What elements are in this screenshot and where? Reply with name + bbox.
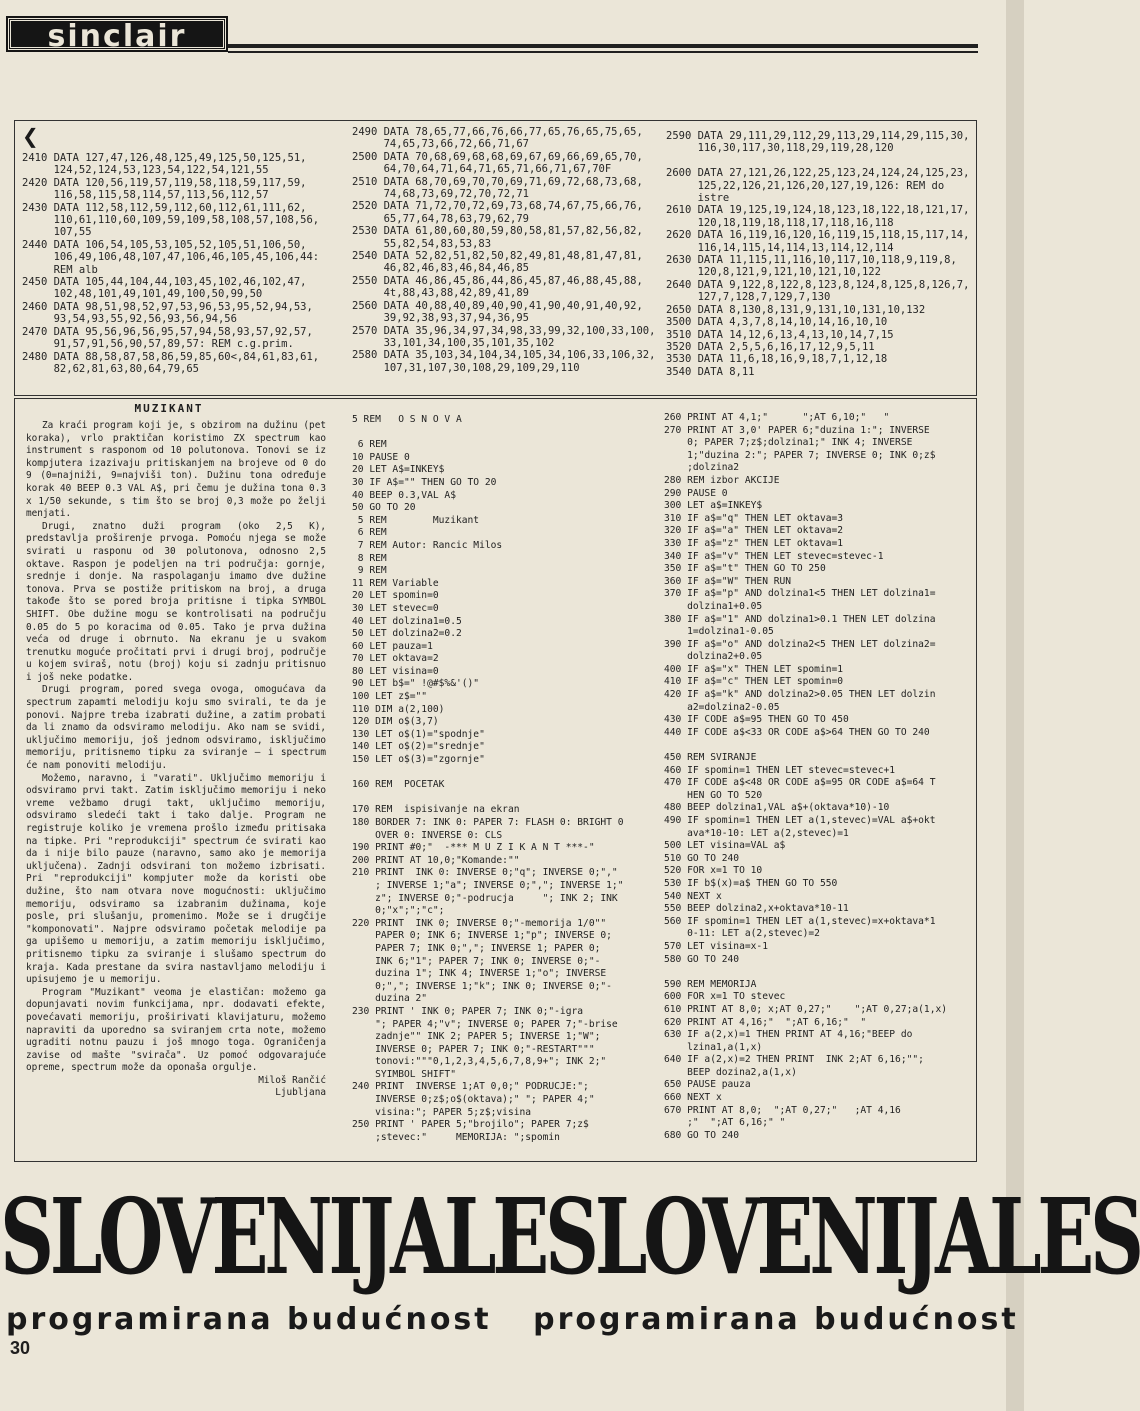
article-paragraph: Drugi program, pored svega ovoga, omogućava da spectrum zapamti melodiju koju smo svirali, te da je ponovi. Najpre treba izabrati dužine, a zatim probati da li znamo da odsviramo melodiju. Ako nam se svidi, uključimo memoriju, još jednom odsviramo, isključimo memoriju, pritisnemo tipku za sviranje – i spectrum će nam ponoviti melodiju. xyxy=(26,684,326,772)
author-name: Miloš Rančić xyxy=(258,1074,326,1086)
program-listing-col-1: 5 REM O S N O V A 6 REM 10 PAUSE 0 20 LET A$=INKEY$ 30 IF A$="" THEN GO TO 20 40 BEEP 0.3,VAL A$ 50 GO TO 20 5 REM Muzikant 6 REM 7 REM Autor: Rancic Milos 8 REM 9 REM 11 REM Variable 20 LET spomin=0 30 LET stevec=0 40 LET dolzina1=0.5 50 LET dolzina2=0.2 60 LET pauza=1 70 LET oktava=2 80 LET visina=0 90 LET b$=" !@#$%&'()" 100 LET z$="" 110 DIM a(2,100) 120 DIM o$(3,7) 130 LET o$(1)="spodnje" 140 LET o$(2)="srednje" 150 LET o$(3)="zgornje" 160 REM POCETAK 170 REM ispisivanje na ekran 180 BORDER 7: INK 0: PAPER 7: FLASH 0: BRIGHT 0 OVER 0: INVERSE 0: CLS 190 PRINT #0;" -*** M U Z I K A N T ***-" 200 PRINT AT 10,0;"Komande:"" 210 PRINT INK 0: INVERSE 0;"q"; INVERSE 0;"," ; INVERSE 1;"a"; INVERSE 0;","; INVERSE 1;" z"; INVERSE 0;"-podrucja "; INK 2; INK 0;"x";";"c"; 220 PRINT INK 0; INVERSE 0;"-memorija 1/0"" PAPER 0; INK 6; INVERSE 1;"p"; INVERSE 0; PAPER 7; INK 0;","; INVERSE 1; PAPER 0; INK 6;"1"; PAPER 7; INK 0; INVERSE 0;"- duzina 1"; INK 4; INVERSE 1;"o"; INVERSE 0;","; INVERSE 1;"k"; INK 0; INVERSE 0;"- duzina 2" 230 PRINT ' INK 0; PAPER 7; INK 0;"-igra "; PAPER 4;"v"; INVERSE 0; PAPER 7;"-brise zadnje"" INK 2; PAPER 5; INVERSE 1;"W"; INVERSE 0; PAPER 7; INK 0;"-RESTART""" tonovi:"""0,1,2,3,4,5,6,7,8,9+"; INK 2;" SYIMBOL SHIFT" 240 PRINT INVERSE 1;AT 0,0;" PODRUCJE:"; INVERSE 0;z$;o$(oktava);" "; PAPER 4;" visina:"; PAPER 5;z$;visina 250 PRINT ' PAPER 5;"brojilo"; PAPER 7;z$ ;stevec:" MEMORIJA: ";spomin xyxy=(352,414,624,1143)
header-rule-thin xyxy=(228,51,978,53)
article-paragraph: Program "Muzikant" veoma je elastičan: možemo ga dopunjavati novim funkcijama, npr. dodavati efekte, povećavati memoriju, proširivati klavijaturu, možemo napraviti da uporedno sa sviranjem crta note, možemo ugraditi notnu pauzu i još mnogo toga. Ograničenja zavise od mašte "svirača". Uz pomoć odgovarajuće opreme, spectrum može da oponaša orgulje. xyxy=(26,986,326,1074)
article-paragraph: Možemo, naravno, i "varati". Uključimo memoriju i odsviramo prvi takt. Zatim isključimo memoriju i neko vreme vežbamo drugi takt, uključimo memoriju, odsviramo sledeći takt i tako dalje. Program ne registruje koliko je vremena prošlo između pritisaka na tipke. Pri "reprodukciji" spectrum će svirati kao da i nije bilo pauze (naravno, samo ako je memorija uključena). Zadnji odsvirani ton možemo izbrisati. Pri "reprodukciji" kompjuter može da koristi obe dužine, što nam otvara nove mogućnosti: uključimo memoriju, odsviramo sa izabranim dužinama, koje posle, pri slušanju, promenimo. Može se i drugčije "komponovati". Najpre odsviramo početak melodije pa ga upišemo u memoriju, a zatim memoriju isključimo, pritisnemo tipku za sviranje i slušamo spectrum do kraja. Kada prestane da svira nastavljamo melodiju i upisujemo je u memoriju. xyxy=(26,772,326,986)
page-number: 30 xyxy=(10,1338,31,1358)
sinclair-logo: sinclair xyxy=(8,18,226,50)
data-listing-col-3: 2590 DATA 29,111,29,112,29,113,29,114,29,115,30, 116,30,117,30,118,29,119,28,120 2600 DATA 27,121,26,122,25,123,24,124,24,125,23, 125,22,126,21,126,20,127,19,126: REM do istre 2610 DATA 19,125,19,124,18,123,18,122,18,121,17, 120,18,119,18,118,17,118,16,118 2620 DATA 16,119,16,120,16,119,15,118,15,117,14, 116,14,115,14,114,13,114,12,114 2630 DATA 11,115,11,116,10,117,10,118,9,119,8, 120,8,121,9,121,10,121,10,122 2640 DATA 9,122,8,122,8,123,8,124,8,125,8,126,7, 127,7,128,7,129,7,130 2650 DATA 8,130,8,131,9,131,10,131,10,132 3500 DATA 4,3,7,8,14,10,14,16,10,10 3510 DATA 14,12,6,13,4,13,10,14,7,15 3520 DATA 2,5,5,6,16,17,12,9,5,11 3530 DATA 11,6,18,16,9,18,7,1,12,18 3540 DATA 8,11 xyxy=(666,130,970,378)
tagline-right: programirana budućnost xyxy=(533,1302,1019,1337)
article-body xyxy=(26,420,326,1100)
banner xyxy=(0,1175,1140,1298)
article-paragraph: Drugi, znatno duži program (oko 2,5 K), predstavlja proširenje prvoga. Pomoću njega se može svirati u rasponu od 30 polutonova, odnosno 2,5 oktave. Raspon je podeljen na tri područja: gornje, srednje i donje. Na raspolaganju imamo dve dužine tonova. Prva se postiže pritiskom na broj, a druga takođe što se pored broja pritisne i tipka SYMBOL SHIFT. Obe dužine mogu se kontrolisati na području 0.05 do 5 po koracima od 0.05. Tako je prva dužina veća od druge i obrnuto. Na ekranu je u svakom trenutku moguće pročitati prvi i drugi broj, područje u kojem sviraš, notu (broj) koju si zadnju pritisnuo i još neke podatke. xyxy=(26,520,326,683)
tagline-left: programirana budućnost xyxy=(6,1302,492,1337)
header-rule xyxy=(228,44,978,48)
tagline xyxy=(6,1302,1019,1337)
article-title: MUZIKANT xyxy=(134,402,204,415)
banner-title: SLOVENIJALESLOVENIJALES xyxy=(0,1175,1140,1298)
data-listing-col-1: 2410 DATA 127,47,126,48,125,49,125,50,125,51, 124,52,124,53,123,54,122,54,121,55 2420 DATA 120,56,119,57,119,58,118,59,117,59, 116,58,115,58,114,57,113,56,112,57 2430 DATA 112,58,112,59,112,60,112,61,111,62, 110,61,110,60,109,59,109,58,108,57,108,56, 107,55 2440 DATA 106,54,105,53,105,52,105,51,106,50, 106,49,106,48,107,47,106,46,105,45,106,44: REM alb 2450 DATA 105,44,104,44,103,45,102,46,102,47, 102,48,101,49,101,49,100,50,99,50 2460 DATA 98,51,98,52,97,53,96,53,95,52,94,53, 93,54,93,55,92,56,93,56,94,56 2470 DATA 95,56,96,56,95,57,94,58,93,57,92,57, 91,57,91,56,90,57,89,57: REM c.g.prim. 2480 DATA 88,58,87,58,86,59,85,60<,84,61,83,61, 82,62,81,63,80,64,79,65 xyxy=(22,152,320,375)
author-city: Ljubljana xyxy=(275,1087,326,1099)
continued-arrow-icon: ❮ xyxy=(22,124,39,148)
article-paragraph: Za kraći program koji je, s obzirom na dužinu (pet koraka), vrlo praktičan koristimo ZX spectrum kao instrument s rasponom od 10 polutonova. Tonovi se iz kompjutera izazivaju pritiskanjem na brojeve od 0 do 9 (0=najniži, 9=najviši ton). Dužinu tona određuje korak 40 BEEP 0.3 VAL A$, pri čemu je dužina tona 0.3 x 1/50 sekunde, s tim što se broj 0,3 može po želji menjati. xyxy=(26,420,326,520)
data-listing-col-2: 2490 DATA 78,65,77,66,76,66,77,65,76,65,75,65, 74,65,73,66,72,66,71,67 2500 DATA 70,68,69,68,68,69,67,69,66,69,65,70, 64,70,64,71,64,71,65,71,66,71,67,70F 2510 DATA 68,70,69,70,70,69,71,69,72,68,73,68, 74,68,73,69,72,70,72,71 2520 DATA 71,72,70,72,69,73,68,74,67,75,66,76, 65,77,64,78,63,79,62,79 2530 DATA 61,80,60,80,59,80,58,81,57,82,56,82, 55,82,54,83,53,83 2540 DATA 52,82,51,82,50,82,49,81,48,81,47,81, 46,82,46,83,46,84,46,85 2550 DATA 46,86,45,86,44,86,45,87,46,88,45,88, 4t,88,43,88,42,89,41,89 2560 DATA 40,88,40,89,40,90,41,90,40,91,40,92, 39,92,38,93,37,94,36,95 2570 DATA 35,96,34,97,34,98,33,99,32,100,33,100, 33,101,34,100,35,101,35,102 2580 DATA 35,103,34,104,34,105,34,106,33,106,32, 107,31,107,30,108,29,109,29,110 xyxy=(352,126,656,374)
program-listing-col-2: 260 PRINT AT 4,1;" ";AT 6,10;" " 270 PRINT AT 3,0' PAPER 6;"duzina 1:"; INVERSE 0; PAPER 7;z$;dolzina1;" INK 4; INVERSE 1;"duzina 2:"; PAPER 7; INVERSE 0; INK 0;z$ ;dolzina2 280 REM izbor AKCIJE 290 PAUSE 0 300 LET a$=INKEY$ 310 IF a$="q" THEN LET oktava=3 320 IF a$="a" THEN LET oktava=2 330 IF a$="z" THEN LET oktava=1 340 IF a$="v" THEN LET stevec=stevec-1 350 IF a$="t" THEN GO TO 250 360 IF a$="W" THEN RUN 370 IF a$="p" AND dolzina1<5 THEN LET dolzina1= dolzina1+0.05 380 IF a$="1" AND dolzina1>0.1 THEN LET dolzina 1=dolzina1-0.05 390 IF a$="o" AND dolzina2<5 THEN LET dolzina2= dolzina2+0.05 400 IF a$="x" THEN LET spomin=1 410 IF a$="c" THEN LET spomin=0 420 IF a$="k" AND dolzina2>0.05 THEN LET dolzin a2=dolzina2-0.05 430 IF CODE a$=95 THEN GO TO 450 440 IF CODE a$<33 OR CODE a$>64 THEN GO TO 240 450 REM SVIRANJE 460 IF spomin=1 THEN LET stevec=stevec+1 470 IF CODE a$<48 OR CODE a$=95 OR CODE a$=64 T HEN GO TO 520 480 BEEP dolzina1,VAL a$+(oktava*10)-10 490 IF spomin=1 THEN LET a(1,stevec)=VAL a$+okt ava*10-10: LET a(2,stevec)=1 500 LET visina=VAL a$ 510 GO TO 240 520 FOR x=1 TO 10 530 IF b$(x)=a$ THEN GO TO 550 540 NEXT x 550 BEEP dolzina2,x+oktava*10-11 560 IF spomin=1 THEN LET a(1,stevec)=x+oktava*1 0-11: LET a(2,stevec)=2 570 LET visina=x-1 580 GO TO 240 590 REM MEMORIJA 600 FOR x=1 TO stevec 610 PRINT AT 8,0; x;AT 0,27;" ";AT 0,27;a(1,x) 620 PRINT AT 4,16;" ";AT 6,16;" " 630 IF a(2,x)=1 THEN PRINT AT 4,16;"BEEP do lzina1,a(1,x) 640 IF a(2,x)=2 THEN PRINT INK 2;AT 6,16;""; BEEP dozina2,a(1,x) 650 PAUSE pauza 660 NEXT x 670 PRINT AT 8,0; ";AT 0,27;" ;AT 4,16 ;" ";AT 6,16;" " 680 GO TO 240 xyxy=(664,412,948,1141)
